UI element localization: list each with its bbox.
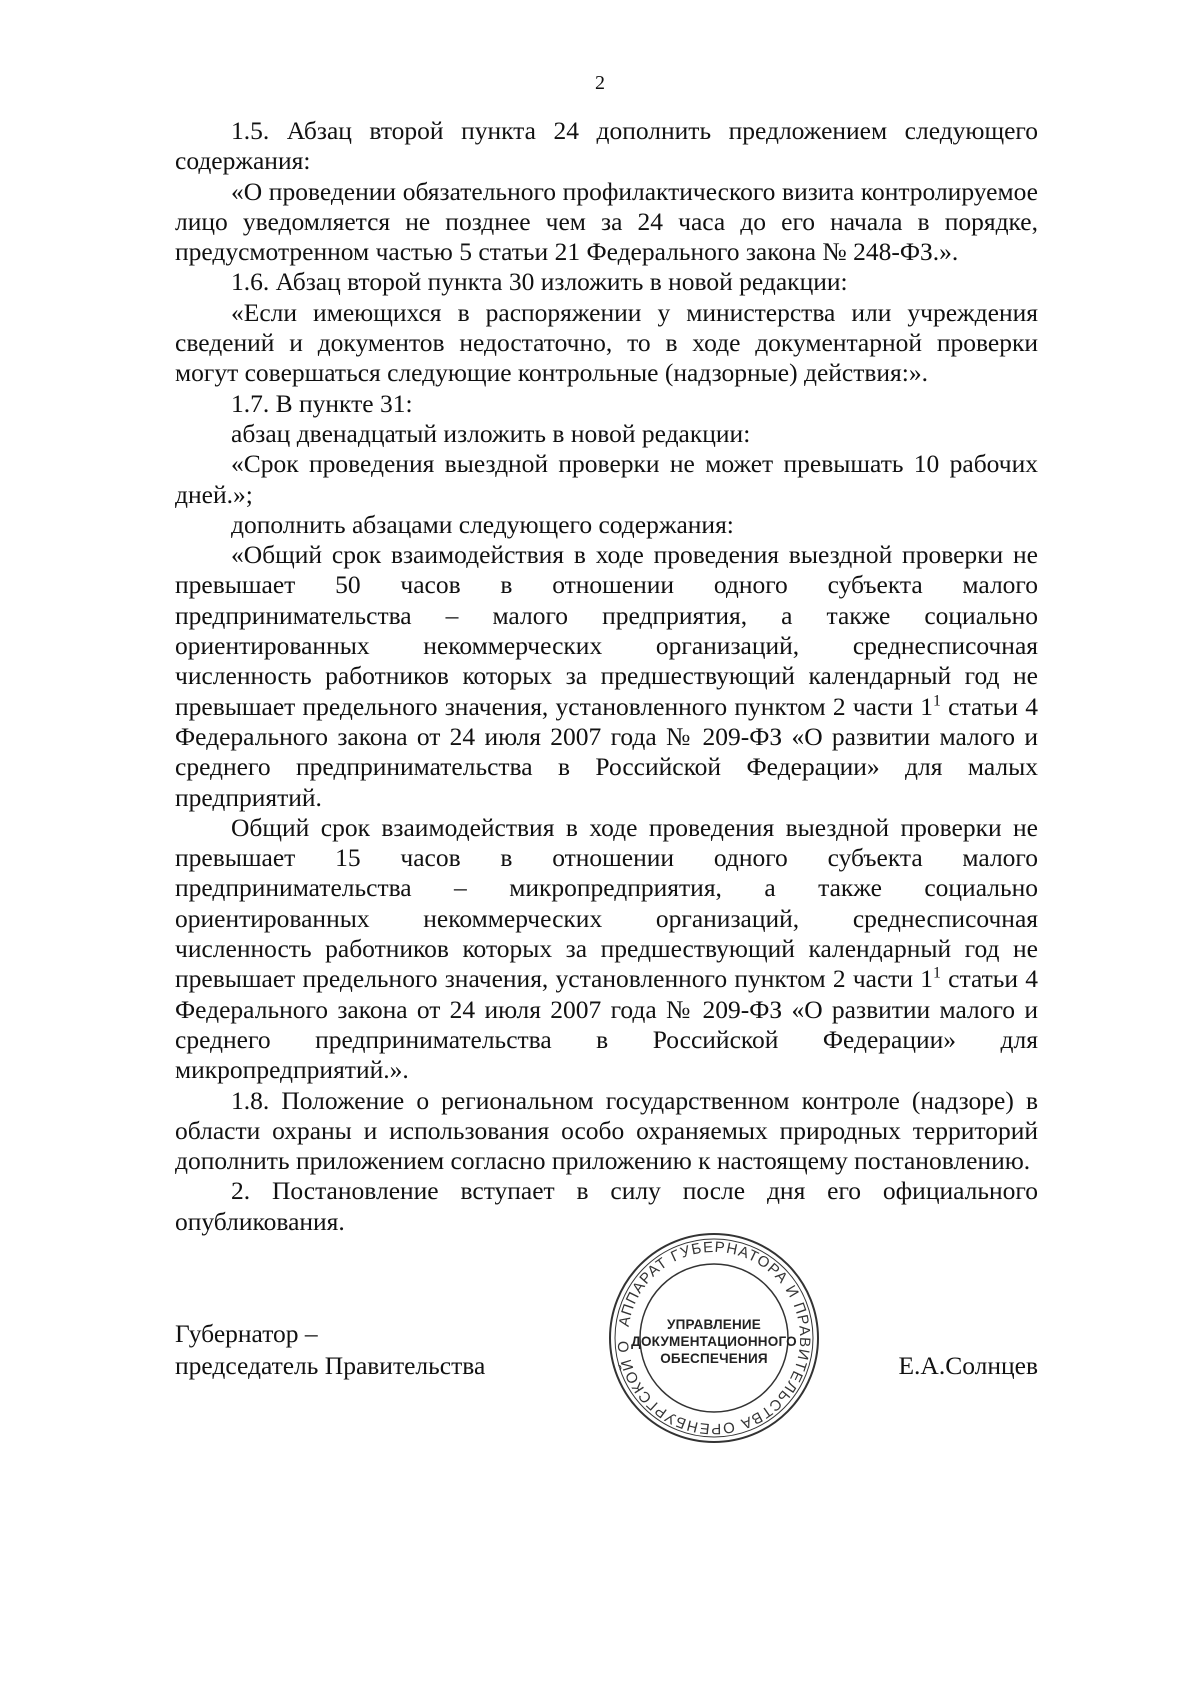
- seal-center-text: [604, 1316, 824, 1367]
- item-1-8: 1.8. Положение о региональном государственном контроле (надзоре) в области охраны и использования особо охраняемых природных территорий дополнить приложением согласно приложению к настоящему постановлению.: [175, 1085, 1038, 1176]
- item-1-7-quote3: [175, 813, 1038, 1086]
- page-number: 2: [595, 72, 605, 94]
- signatory-position-line1: Губернатор –: [175, 1319, 318, 1348]
- item-1-5-intro: 1.5. Абзац второй пункта 24 дополнить предложением следующего содержания:: [175, 116, 1038, 176]
- signatory-position-line2: председатель Правительства: [175, 1351, 486, 1380]
- item-1-7-intro: 1.7. В пункте 31:: [231, 388, 413, 418]
- item-1-6-quote: «Если имеющихся в распоряжении у министерства или учреждения сведений и документов недостаточно, то в ходе документарной проверки могут совершаться следующие контрольные (надзорные) действия:».: [175, 297, 1038, 388]
- item-1-5-quote: «О проведении обязательного профилактического визита контролируемое лицо уведомляется не позднее чем за 24 часа до его начала в порядке, предусмотренном частью 5 статьи 21 Федерального закона № 248-ФЗ.».: [175, 176, 1038, 267]
- quote3-text-b: статьи 4 Федерального закона от 24 июля 2007 года № 209-ФЗ «О развитии малого и среднего предпринимательства в Российской Федерации» для микропредприятий.».: [175, 964, 1038, 1085]
- seal-line-1: УПРАВЛЕНИЕ: [666, 1317, 761, 1332]
- seal-line-3: ОБЕСПЕЧЕНИЯ: [660, 1351, 768, 1366]
- document-body: [175, 116, 1038, 1237]
- quote3-text-a: Общий срок взаимодействия в ходе проведения выездной проверки не превышает 15 часов в отношении одного субъекта малого предпринимательства – микропредприятия, а также социально ориентированных некоммерческих организаций, среднесписочная численность работников которых за предшествующий календарный год не превышает предельного значения, установленного пунктом 2 части 1: [175, 812, 1038, 994]
- quote2-text-b: статьи 4 Федерального закона от 24 июля 2007 года № 209-ФЗ «О развитии малого и среднего предпринимательства в Российской Федерации» для малых предприятий.: [175, 691, 1038, 812]
- quote3-superscript: 1: [933, 964, 941, 982]
- signatory-name: Е.А.Солнцев: [898, 1351, 1038, 1380]
- seal-line-2: ДОКУМЕНТАЦИОННОГО: [631, 1334, 797, 1349]
- item-1-7-quote2: [175, 540, 1038, 813]
- quote2-text-a: «Общий срок взаимодействия в ходе проведения выездной проверки не превышает 50 часов в отношении одного субъекта малого предпринимательства – малого предприятия, а также социально ориентированных некоммерческих организаций, среднесписочная численность работников которых за предшествующий календарный год не превышает предельного значения, установленного пунктом 2 части 1: [175, 540, 1038, 721]
- item-1-7-sub1: абзац двенадцатый изложить в новой редакции:: [231, 418, 751, 448]
- item-2: 2. Постановление вступает в силу после дня его официального опубликования.: [175, 1176, 1038, 1236]
- signatory-position: [175, 1318, 485, 1382]
- item-1-6-intro: 1.6. Абзац второй пункта 30 изложить в новой редакции:: [231, 267, 848, 297]
- seal-ring-text: АППАРАТ ГУБЕРНАТОРА И ПРАВИТЕЛЬСТВА ОРЕНБУРГСКОЙ О: [614, 1238, 814, 1438]
- official-seal: [604, 1228, 824, 1448]
- quote2-superscript: 1: [933, 692, 941, 710]
- item-1-7-quote1: «Срок проведения выездной проверки не может превышать 10 рабочих дней.»;: [175, 449, 1038, 509]
- item-1-7-sub2: дополнить абзацами следующего содержания:: [231, 509, 734, 539]
